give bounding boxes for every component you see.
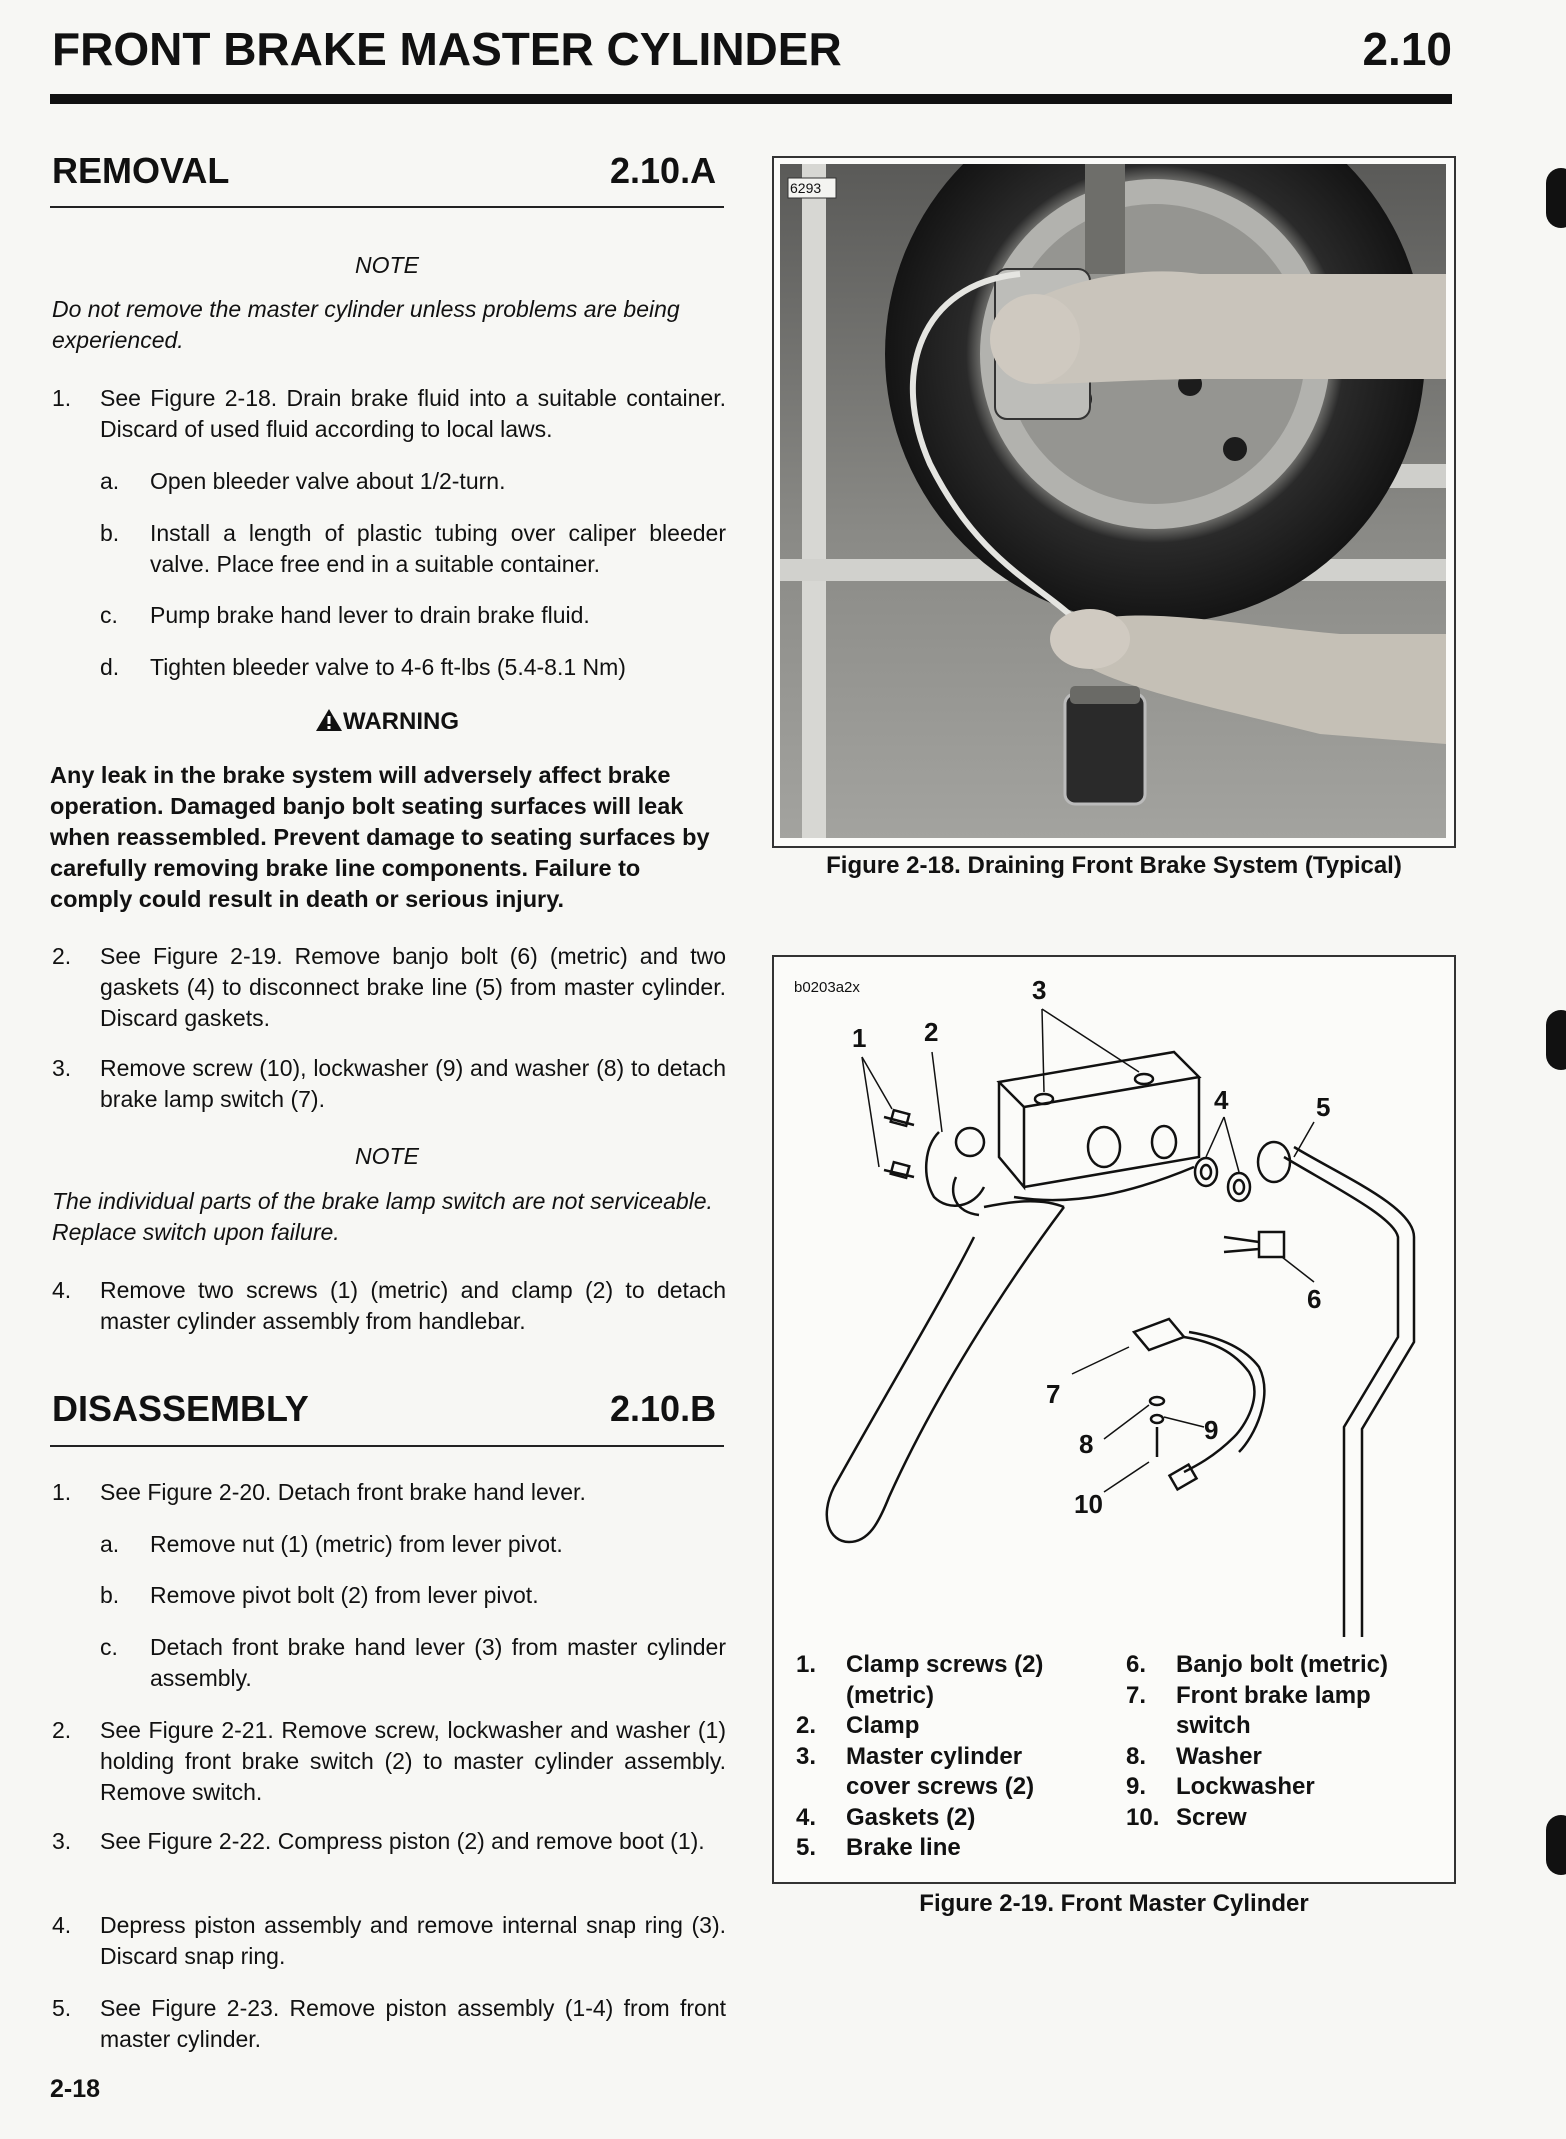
step-text: See Figure 2-21. Remove screw, lockwasher and washer (1) holding front brake switch (2) to master cylinder assembly. Remove switch. [100, 1717, 726, 1805]
step-text: Depress piston assembly and remove internal snap ring (3). Discard snap ring. [100, 1912, 726, 1969]
callout-2: 2 [924, 1017, 939, 1047]
legend-right [1126, 1650, 1446, 1833]
legend-left [796, 1650, 1116, 1864]
warning-label: WARNING [343, 708, 459, 735]
legend-item: (metric) [846, 1681, 935, 1709]
callout-9: 9 [1204, 1415, 1219, 1445]
disassembly-number: 2.10.B [610, 1388, 717, 1429]
callout-8: 8 [1079, 1429, 1094, 1459]
step-number: 4. [52, 1912, 72, 1938]
legend-item: 5. Brake line [796, 1834, 961, 1861]
removal-heading: REMOVAL [52, 150, 230, 191]
callout-5: 5 [1316, 1092, 1331, 1122]
substep-text: Install a length of plastic tubing over caliper bleeder valve. Place free end in a suitable container. [150, 520, 726, 577]
step-number: 1. [52, 385, 72, 411]
note-label: NOTE [355, 252, 419, 278]
substep-letter: b. [100, 520, 120, 546]
binder-hole [1546, 168, 1566, 228]
substep-letter: d. [100, 654, 120, 680]
legend-item: 4. Gaskets (2) [796, 1803, 976, 1831]
legend-item: switch [1176, 1712, 1251, 1739]
brake-draining-photo [780, 164, 1446, 838]
removal-number: 2.10.A [610, 150, 717, 191]
step-number: 5. [52, 1995, 72, 2021]
warning-text: Any leak in the brake system will adversely affect brake operation. Damaged banjo bolt seating surfaces will leak when reassembled. Prevent damage to seating surfaces by carefully removing brake line components. Failure to comply could result in death or serious injury. [50, 762, 710, 912]
step-text: See Figure 2-22. Compress piston (2) and remove boot (1). [100, 1828, 705, 1854]
legend-item: cover screws (2) [846, 1773, 1035, 1800]
warning-heading [52, 708, 722, 736]
substep-text: Detach front brake hand lever (3) from master cylinder assembly. [150, 1634, 726, 1691]
page-title: FRONT BRAKE MASTER CYLINDER [52, 23, 842, 75]
section-number: 2.10 [1362, 23, 1452, 75]
step-number: 3. [52, 1828, 72, 1854]
legend-item: 7. Front brake lamp [1126, 1681, 1371, 1709]
callout-3: 3 [1032, 975, 1047, 1005]
disassembly-heading: DISASSEMBLY [52, 1388, 309, 1429]
step-number: 2. [52, 1717, 72, 1743]
step-text: Remove two screws (1) (metric) and clamp (2) to detach master cylinder assembly from handlebar. [100, 1277, 726, 1334]
step-text: See Figure 2-23. Remove piston assembly (1-4) from front master cylinder. [100, 1995, 726, 2052]
figure-2-19-caption: Figure 2-19. Front Master Cylinder [919, 1890, 1309, 1917]
callout-10: 10 [1074, 1489, 1103, 1519]
legend-item: 9. Lockwasher [1126, 1773, 1315, 1800]
step-number: 2. [52, 943, 72, 969]
substep-letter: a. [100, 468, 120, 494]
note-text: Do not remove the master cylinder unless problems are being experienced. [52, 296, 680, 353]
substep-text: Remove nut (1) (metric) from lever pivot. [150, 1531, 563, 1557]
callout-6: 6 [1307, 1284, 1322, 1314]
header-rule [50, 94, 1452, 104]
binder-hole [1546, 1010, 1566, 1070]
substep-text: Tighten bleeder valve to 4-6 ft-lbs (5.4-8.1 Nm) [150, 654, 626, 680]
step-text: Remove screw (10), lockwasher (9) and washer (8) to detach brake lamp switch (7). [100, 1055, 726, 1112]
substep-letter: c. [100, 1634, 118, 1660]
substep-letter: b. [100, 1582, 120, 1608]
step-text: See Figure 2-18. Drain brake fluid into a suitable container. Discard of used fluid according to local laws. [100, 385, 726, 442]
callout-7: 7 [1046, 1379, 1061, 1409]
warning-icon [315, 708, 343, 732]
substep-letter: a. [100, 1531, 120, 1557]
legend-item: 1. Clamp screws (2) [796, 1651, 1044, 1678]
step-number: 1. [52, 1479, 72, 1505]
legend-item: 10. Screw [1126, 1803, 1247, 1831]
master-cylinder-diagram [774, 957, 1450, 1647]
figure-2-18-caption: Figure 2-18. Draining Front Brake System (Typical) [826, 852, 1402, 879]
step-number: 4. [52, 1277, 72, 1303]
callout-1: 1 [852, 1023, 867, 1053]
page-footer: 2-18 [50, 2075, 101, 2103]
legend-item: 2. Clamp [796, 1712, 920, 1739]
step-text: See Figure 2-20. Detach front brake hand lever. [100, 1479, 586, 1505]
legend-item: 8. Washer [1126, 1742, 1262, 1770]
step-number: 3. [52, 1055, 72, 1081]
step-text: See Figure 2-19. Remove banjo bolt (6) (metric) and two gaskets (4) to disconnect brake line (5) from master cylinder. Discard gaskets. [100, 943, 726, 1031]
removal-rule [50, 206, 724, 208]
binder-hole [1546, 1815, 1566, 1875]
legend-item: 6. Banjo bolt (metric) [1126, 1651, 1389, 1678]
substep-text: Pump brake hand lever to drain brake fluid. [150, 602, 590, 628]
figure-id: b0203a2x [794, 979, 860, 996]
figure-2-19-frame [772, 955, 1456, 1884]
note-text: The individual parts of the brake lamp switch are not serviceable. Replace switch upon failure. [52, 1188, 713, 1245]
legend-item: 3. Master cylinder [796, 1742, 1023, 1770]
note-label: NOTE [355, 1143, 419, 1169]
substep-letter: c. [100, 602, 118, 628]
figure-2-18-frame [772, 156, 1456, 848]
disassembly-rule [50, 1445, 724, 1447]
figure-id: 6293 [790, 180, 822, 196]
callout-4: 4 [1214, 1085, 1229, 1115]
substep-text: Remove pivot bolt (2) from lever pivot. [150, 1582, 539, 1608]
substep-text: Open bleeder valve about 1/2-turn. [150, 468, 506, 494]
